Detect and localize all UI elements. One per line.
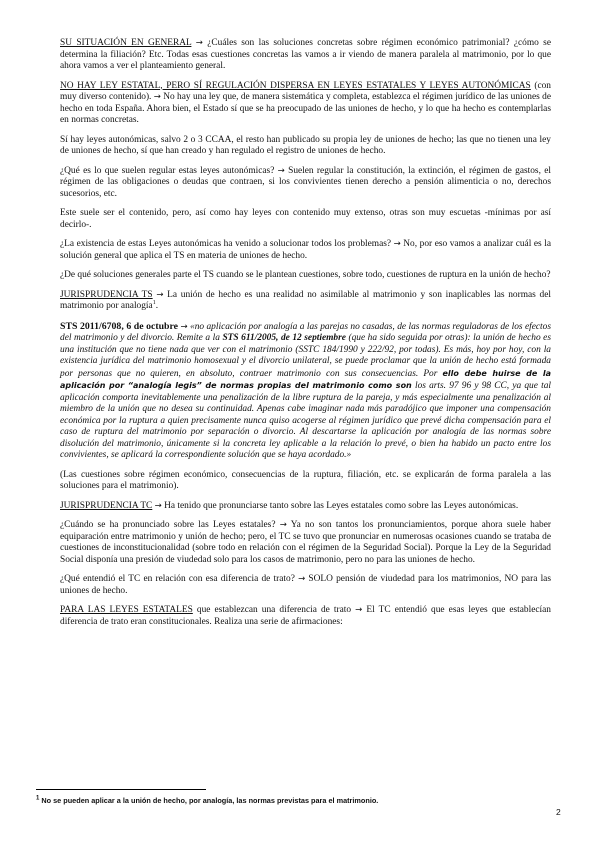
paragraph-soluciones-ts: ¿De qué soluciones generales parte el TS cuando se le plantean cuestiones, sobre todo, cuestiones de ruptura en la unión de hecho? [60,270,551,280]
paragraph-cuando-pronunciado [60,520,551,566]
paragraph-text: (con muy diverso contenido). [60,80,551,102]
quote-emphasis: ello debe huirse de la aplicación por “analogía legis” de normas propias del matrimonio como son [60,368,551,390]
section-heading: JURISPRUDENCIA TC [60,500,153,511]
paragraph-text: Ha tenido que pronunciarse tanto sobre las Leyes estatales como sobre las Leyes autonómicas. [161,500,519,511]
paragraph-text: El TC entendió que esas leyes que establecían diferencia de trato eran constitucionales. Realiza una serie de afirmaciones: [60,605,551,627]
paragraph-text: que establezcan una diferencia de trato [192,605,356,615]
paragraph-que-regulan [60,166,551,201]
quote-citation: STS 611/2005, de 12 septiembre [222,333,346,343]
arrow-icon: → [277,165,285,176]
question-text: ¿Cuándo se ha pronunciado sobre las Leyes estatales? [60,520,280,530]
paragraph-leyes-estatales [60,605,551,628]
paragraph-sts-quote [60,321,551,462]
paragraph-cuestiones: (Las cuestiones sobre régimen económico, consecuencias de la ruptura, filiación, etc. se explicarán de forma paralela a las soluciones para el matrimonio). [60,469,551,491]
footnote [36,796,556,805]
footnote-text: No se pueden aplicar a la unión de hecho, por analogía, las normas previstas para el matrimonio. [39,796,379,805]
answer-text: No, por eso vamos a analizar cuál es la solución general que aplica el TS en materia de uniones de hecho. [60,239,551,261]
page-number: 2 [556,807,561,817]
paragraph-que-entendio [60,574,551,597]
arrow-icon: → [156,289,164,300]
question-text: ¿Qué es lo que suelen regular estas leyes autonómicas? [60,165,278,176]
question-text: ¿La existencia de estas Leyes autonómicas ha venido a solucionar todos los problemas? [60,239,394,249]
paragraph-text: La unión de hecho es una realidad no asimilable al matrimonio y son inaplicables las normas del matrimonio por analogía [60,289,551,311]
arrow-icon: → [153,92,161,102]
section-heading: PARA LAS LEYES ESTATALES [60,605,193,615]
footnote-number: 1 [36,795,40,802]
paragraph-no-ley-estatal [60,81,551,127]
ruling-citation: STS 2011/6708, 6 de octubre [60,320,179,332]
document-body [60,38,551,636]
paragraph-existencia-leyes [60,239,551,262]
footnote-divider [36,789,206,790]
paragraph-text: ¿Cuáles son las soluciones concretas sobre régimen económico patrimonial? ¿cómo se determina la filiación? Etc. Todas esas cuestiones concretas las vamos a ir viendo de manera paralela al matrimonio, por lo que ahora vamos a ver el planteamiento general. [60,38,551,71]
paragraph-text: No hay una ley que, de manera sistemática y completa, establezca el régimen jurídico de las uniones de hecho en toda España. Ahora bien, el Estado sí que se ha preocupado de las uniones de hecho, y lo que ha hecho es contemplarlas en normas concretas. [60,92,551,125]
arrow-icon: → [393,239,401,249]
arrow-icon: → [195,38,203,48]
section-heading: NO HAY LEY ESTATAL, PERO SÍ REGULACIÓN DISPERSA EN LEYES ESTATALES Y LEYES AUTONÓMICAS [60,80,531,91]
punctuation: . [155,301,159,311]
paragraph-leyes-autonomicas: Sí hay leyes autonómicas, salvo 2 o 3 CCAA, el resto han publicado su propia ley de uniones de hecho; las que no tienen una ley de uniones de hecho, sí que han creado y han regulado el registro de uniones de hecho. [60,134,551,156]
question-text: ¿Qué entendió el TC en relación con esa diferencia de trato? [60,574,299,584]
quote-text: (que ha sido seguida por otras): la unión de hecho es una institución que no tiene nada que ver con el matrimonio (SSTC 184/1990 y 222/92, por todas). Es más, hoy por hoy, con la existencia jurídica del matrimonio homosexual y el divorcio unilateral, se puede proclamar que la unión de hecho está formada por personas que no quieren, en absoluto, contraer matrimonio con sus consecuencias. Por [60,333,551,379]
paragraph-situacion [60,38,551,73]
section-heading: JURISPRUDENCIA TS [60,289,153,300]
paragraph-contenido: Este suele ser el contenido, pero, así como hay leyes con contenido muy extenso, otras son muy escuetas -mínimas por así decirlo-. [60,208,551,230]
answer-text: SOLO pensión de viudedad para los matrimonios, NO para las uniones de hecho. [60,574,551,596]
arrow-icon: → [154,500,162,511]
arrow-icon: → [355,605,363,615]
section-heading: SU SITUACIÓN EN GENERAL [60,38,192,48]
arrow-icon: → [279,520,287,530]
answer-text: Ya no son tantos los pronunciamientos, porque ahora suele haber equiparación entre matrimonio y unión de hecho; pero, el TC se tuvo que pronunciar en numerosas ocasiones cuando se trataba de cuestiones de inconstitucionalidad (sobre todo en relación con el régimen de la Seguridad Social). Porque la Ley de la Seguridad Social disponía una presión de viudedad solo para los casos de matrimonio, pero no para las uniones de hecho. [60,520,552,565]
paragraph-jurisprudencia-ts [60,290,551,313]
arrow-icon: → [180,321,188,332]
quote-text: «no aplicación por analogía a las parejas no casadas, de las normas reguladoras de los efectos del matrimonio y del divorcio. Remite a la [60,321,551,343]
quote-text: los arts. 97 96 y 98 CC, ya que tal aplicación comporta inevitablemente una penalización de la libre ruptura de la pareja, y más especialmente una penalización al miembro de la unión que no desea su continuidad. Apenas cabe imaginar nada más paradójico que imponer una compensación económica por la ruptura a quien precisamente nunca quiso acogerse al régimen jurídico que prevé dicha compensación para el caso de ruptura del matrimonio por separación o divorcio. Al descartarse la aplicación por analogía de las normas sobre disolución del matrimonio, únicamente si la concreta ley aplicable a la relación lo prevé, o bien ha habido un pacto entre los convivientes, se aplicará la correspondiente solución que se haya acordado.» [60,381,551,460]
arrow-icon: → [298,574,306,584]
footnote-ref[interactable]: 1 [152,299,156,306]
answer-text: Suelen regular la constitución, la extinción, el régimen de gastos, el régimen de las obligaciones o deudas que contraen, si los convivientes tienen derecho a pensión alimenticia o no, derechos sucesorios, etc. [60,165,551,199]
paragraph-jurisprudencia-tc [60,501,551,513]
